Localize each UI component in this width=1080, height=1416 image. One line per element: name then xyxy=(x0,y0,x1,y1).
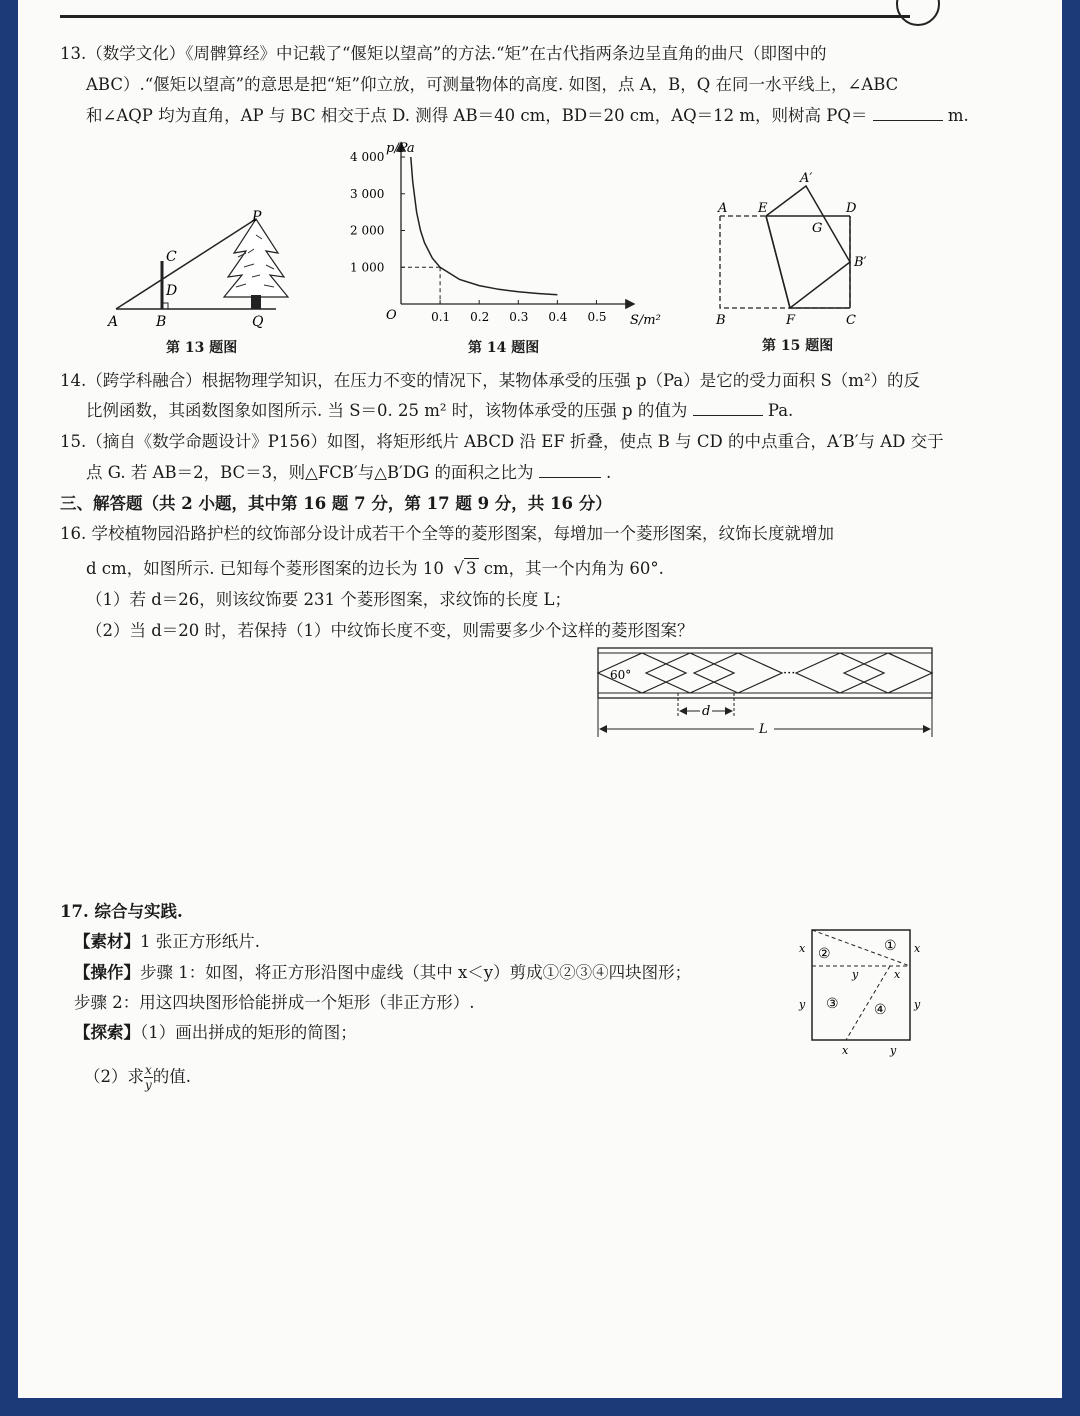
y-tick-label: 4 000 xyxy=(350,150,385,165)
q16-line-2 xyxy=(86,557,664,581)
q14-caption: 第 14 题图 xyxy=(468,340,540,356)
fold-line-EF xyxy=(766,216,790,308)
angle-label: 60° xyxy=(610,668,632,682)
q14-chart xyxy=(348,138,661,333)
sqrt-expression xyxy=(453,557,478,581)
q13-answer-blank[interactable] xyxy=(873,106,943,121)
label-E: E xyxy=(758,201,768,216)
q13-unit: m. xyxy=(947,106,969,125)
piece-2: ② xyxy=(818,946,831,962)
radical-sign: √ xyxy=(453,559,465,579)
radicand: 3 xyxy=(466,559,477,578)
d-label: d xyxy=(702,704,711,719)
q15-line-2-text: 点 G. 若 AB＝2，BC＝3，则△FCB′与△B′DG 的面积之比为 xyxy=(86,463,534,482)
sub2-post: 的值. xyxy=(152,1067,192,1086)
section-3-heading: 三、解答题（共 2 小题，其中第 16 题 7 分，第 17 题 9 分，共 16 分） xyxy=(60,494,612,513)
q16-line-1: 16. 学校植物园沿路护栏的纹饰部分设计成若干个全等的菱形图案，每增加一个菱形图案，纹饰长度就增加 xyxy=(60,524,834,543)
operation-text: 步骤 1：如图，将正方形沿图中虚线（其中 x＜y）剪成①②③④四块图形； xyxy=(140,963,692,982)
q15-answer-blank[interactable] xyxy=(539,463,601,478)
q14-answer-blank[interactable] xyxy=(693,401,763,416)
q13-figure xyxy=(106,205,306,335)
header-rule xyxy=(60,15,910,18)
tree-icon xyxy=(224,219,288,309)
material-tag: 【素材】 xyxy=(74,932,140,951)
x-axis-label: S/m² xyxy=(630,313,661,328)
y-tick-label: 3 000 xyxy=(350,186,385,201)
q13-line-1: 13.（数学文化）《周髀算经》中记载了“偃矩以望高”的方法.“矩”在古代指两条边呈直角的曲尺（即图中的 xyxy=(60,44,827,63)
q16-line-2-pre: d cm，如图所示. 已知每个菱形图案的边长为 10 xyxy=(86,559,444,578)
label-B: B xyxy=(156,314,167,330)
rhombus-chain xyxy=(598,653,932,693)
q16-figure xyxy=(594,645,940,743)
piece-1: ① xyxy=(884,938,897,954)
label-B-prime: B′ xyxy=(854,255,867,270)
q14-line-1: 14.（跨学科融合）根据物理学知识，在压力不变的情况下，某物体承受的压强 p（Pa）是它的受力面积 S（m²）的反 xyxy=(60,371,921,390)
y-tick-label: 1 000 xyxy=(350,260,385,275)
label-A: A xyxy=(718,201,728,216)
mid-x: x xyxy=(894,968,901,981)
L-label: L xyxy=(759,722,768,737)
q13-line-2: ABC）.“偃矩以望高”的意思是把“矩”仰立放，可测量物体的高度. 如图，点 A，B，Q 在同一水平线上，∠ABC xyxy=(86,75,899,94)
label-G: G xyxy=(812,221,823,236)
q17-explore xyxy=(74,1021,357,1045)
ellipsis-dots: ··· xyxy=(783,666,796,681)
bottom-y: y xyxy=(890,1044,897,1057)
q14-line-2-text: 比例函数，其函数图象如图所示. 当 S＝0. 25 m² 时，该物体承受的压强 p 的值为 xyxy=(86,401,688,420)
q15-end: . xyxy=(606,463,612,482)
label-A-prime: A′ xyxy=(800,171,813,186)
label-F: F xyxy=(786,313,796,328)
q17-operation xyxy=(74,961,691,985)
q14-line-2 xyxy=(86,399,793,423)
x-tick-label: 0.5 xyxy=(587,310,607,324)
frac-numerator: x xyxy=(145,1063,152,1077)
left-y: y xyxy=(799,998,806,1011)
sub2-pre: （2）求 xyxy=(84,1067,144,1086)
q16-line-2-post: cm，其一个内角为 60°. xyxy=(483,559,664,578)
bottom-x: x xyxy=(842,1044,849,1057)
label-B: B xyxy=(716,313,726,328)
band-inner xyxy=(598,653,932,693)
fraction-x-over-y xyxy=(144,1063,153,1092)
piece-4: ④ xyxy=(874,1002,887,1018)
q13-caption: 第 13 题图 xyxy=(166,340,238,356)
mid-y: y xyxy=(852,968,859,981)
label-P: P xyxy=(252,209,262,225)
x-tick-label: 0.3 xyxy=(509,310,529,324)
q15-line-2 xyxy=(86,461,611,485)
q16-sub-1: （1）若 d＝26，则该纹饰要 231 个菱形图案，求纹饰的长度 L； xyxy=(86,590,571,609)
q15-caption: 第 15 题图 xyxy=(762,338,834,354)
explore-text: （1）画出拼成的矩形的简图； xyxy=(140,1023,357,1042)
q16-sub-2: （2）当 d＝20 时，若保持（1）中纹饰长度不变，则需要多少个这样的菱形图案？ xyxy=(86,621,694,640)
label-Q: Q xyxy=(252,314,264,330)
q14-unit: Pa. xyxy=(767,401,794,420)
q17-figure xyxy=(794,922,934,1062)
inverse-proportion-curve xyxy=(411,157,558,295)
q17-title: 17. 综合与实践. xyxy=(60,902,183,921)
exam-page xyxy=(18,0,1062,1398)
y-axis-label: p/Pa xyxy=(386,141,415,156)
q15-line-1: 15.（摘自《数学命题设计》P156）如图，将矩形纸片 ABCD 沿 EF 折叠，使点 B 与 CD 的中点重合，A′B′与 AD 交于 xyxy=(60,432,944,451)
q17-material xyxy=(74,930,260,954)
material-text: 1 张正方形纸片. xyxy=(140,932,260,951)
right-y: y xyxy=(914,998,921,1011)
folded-quadrilateral xyxy=(766,186,850,308)
label-C: C xyxy=(846,313,856,328)
q15-figure xyxy=(708,168,878,333)
y-tick-label: 2 000 xyxy=(350,223,385,238)
label-D: D xyxy=(166,283,178,299)
q13-line-3-text: 和∠AQP 均为直角，AP 与 BC 相交于点 D. 测得 AB＝40 cm，BD＝20 cm，AQ＝12 m，则树高 PQ＝ xyxy=(86,106,868,125)
page-corner-circle xyxy=(896,0,940,26)
label-A: A xyxy=(108,314,119,330)
label-D: D xyxy=(846,201,857,216)
q17-step2: 步骤 2：用这四块图形恰能拼成一个矩形（非正方形）. xyxy=(74,993,475,1012)
right-x: x xyxy=(914,942,921,955)
left-x: x xyxy=(799,942,806,955)
frac-denominator: y xyxy=(145,1078,152,1092)
x-tick-label: 0.1 xyxy=(431,310,451,324)
origin-label: O xyxy=(386,308,397,323)
q13-line-3 xyxy=(86,104,969,128)
x-tick-label: 0.4 xyxy=(548,310,568,324)
q17-sub-2 xyxy=(84,1060,191,1094)
piece-3: ③ xyxy=(826,996,839,1012)
label-C: C xyxy=(166,249,177,265)
explore-tag: 【探索】 xyxy=(74,1023,140,1042)
operation-tag: 【操作】 xyxy=(74,963,140,982)
x-tick-label: 0.2 xyxy=(470,310,490,324)
